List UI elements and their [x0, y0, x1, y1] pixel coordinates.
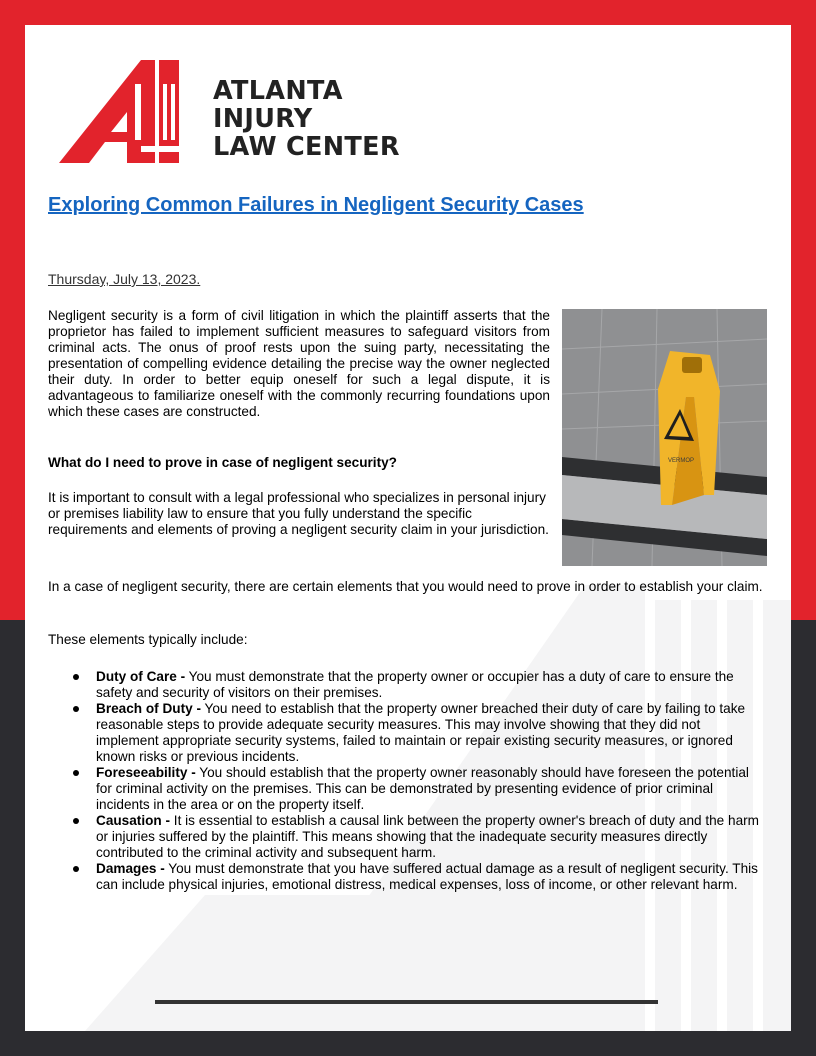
logo-line-3: LAW CENTER: [213, 132, 400, 162]
sign-label: VERMOP: [668, 458, 695, 464]
document-page: [25, 25, 791, 1031]
list-item: [96, 861, 766, 893]
list-item: [96, 701, 766, 765]
element-text: You must demonstrate that the property owner or occupier has a duty of care to ensure the safety and security of visitors on their premises.: [96, 669, 734, 700]
article-title-link[interactable]: Exploring Common Failures in Negligent Security Cases: [48, 194, 584, 216]
element-term: Duty of Care -: [96, 669, 186, 684]
elements-intro-paragraph: In a case of negligent security, there are certain elements that you would need to prove in order to establish your claim.: [48, 579, 763, 594]
logo-line-2: INJURY: [213, 104, 313, 134]
logo-wordmark: [213, 77, 413, 161]
element-text: You need to establish that the property owner breached their duty of care by failing to take reasonable steps to provide adequate security measures. This may involve showing that they did not implement appropriate security systems, failed to maintain or repair existing security measures, or ignored known risks or previous incidents.: [96, 701, 746, 764]
element-text: You must demonstrate that you have suffered actual damage as a result of negligent security. This can include physical injuries, emotional distress, medical expenses, loss of income, or other relevant harm.: [96, 861, 758, 892]
element-term: Breach of Duty -: [96, 701, 201, 716]
consult-paragraph: It is important to consult with a legal professional who specializes in personal injury or premises liability law to ensure that you fully understand the specific requirements and elements of proving a negligent security claim in your jurisdiction.: [48, 490, 549, 537]
footer-divider: [155, 1000, 658, 1004]
element-term: Causation -: [96, 813, 171, 828]
article-date: Thursday, July 13, 2023.: [48, 271, 201, 287]
element-text: You should establish that the property owner reasonably should have foreseen the potential for criminal activity on the premises. This can be demonstrated by presenting evidence of prior criminal incidents in the area or on the property itself.: [96, 765, 749, 812]
list-item: [96, 813, 766, 861]
element-term: Damages -: [96, 861, 165, 876]
wet-floor-sign-photo: [562, 309, 767, 566]
element-term: Foreseeability -: [96, 765, 196, 780]
logo-line-1: ATLANTA: [213, 76, 343, 106]
intro-paragraph: Negligent security is a form of civil litigation in which the plaintiff asserts that the proprietor has failed to implement sufficient measures to safeguard visitors from criminal acts. The onus of proof rests upon the suing party, necessitating the presentation of compelling evidence detailing the precise way the owner neglected their duty. In order to better equip oneself for such a legal dispute, it is advantageous to familiarize oneself with the commonly recurring foundations upon which these cases are constructed.: [48, 308, 550, 419]
element-text: It is essential to establish a causal link between the property owner's breach of duty and the harm or injuries suffered by the plaintiff. This means showing that the inadequate security measures directly contributed to the criminal activity and subsequent harm.: [96, 813, 759, 860]
list-item: [96, 669, 766, 701]
company-logo[interactable]: [55, 50, 400, 170]
question-heading: What do I need to prove in case of negligent security?: [48, 455, 397, 470]
list-item: [96, 765, 766, 813]
logo-mark-icon: [55, 50, 205, 170]
elements-list: [48, 669, 766, 893]
elements-lead-paragraph: These elements typically include:: [48, 632, 248, 647]
caution-sign-image: [562, 309, 767, 566]
